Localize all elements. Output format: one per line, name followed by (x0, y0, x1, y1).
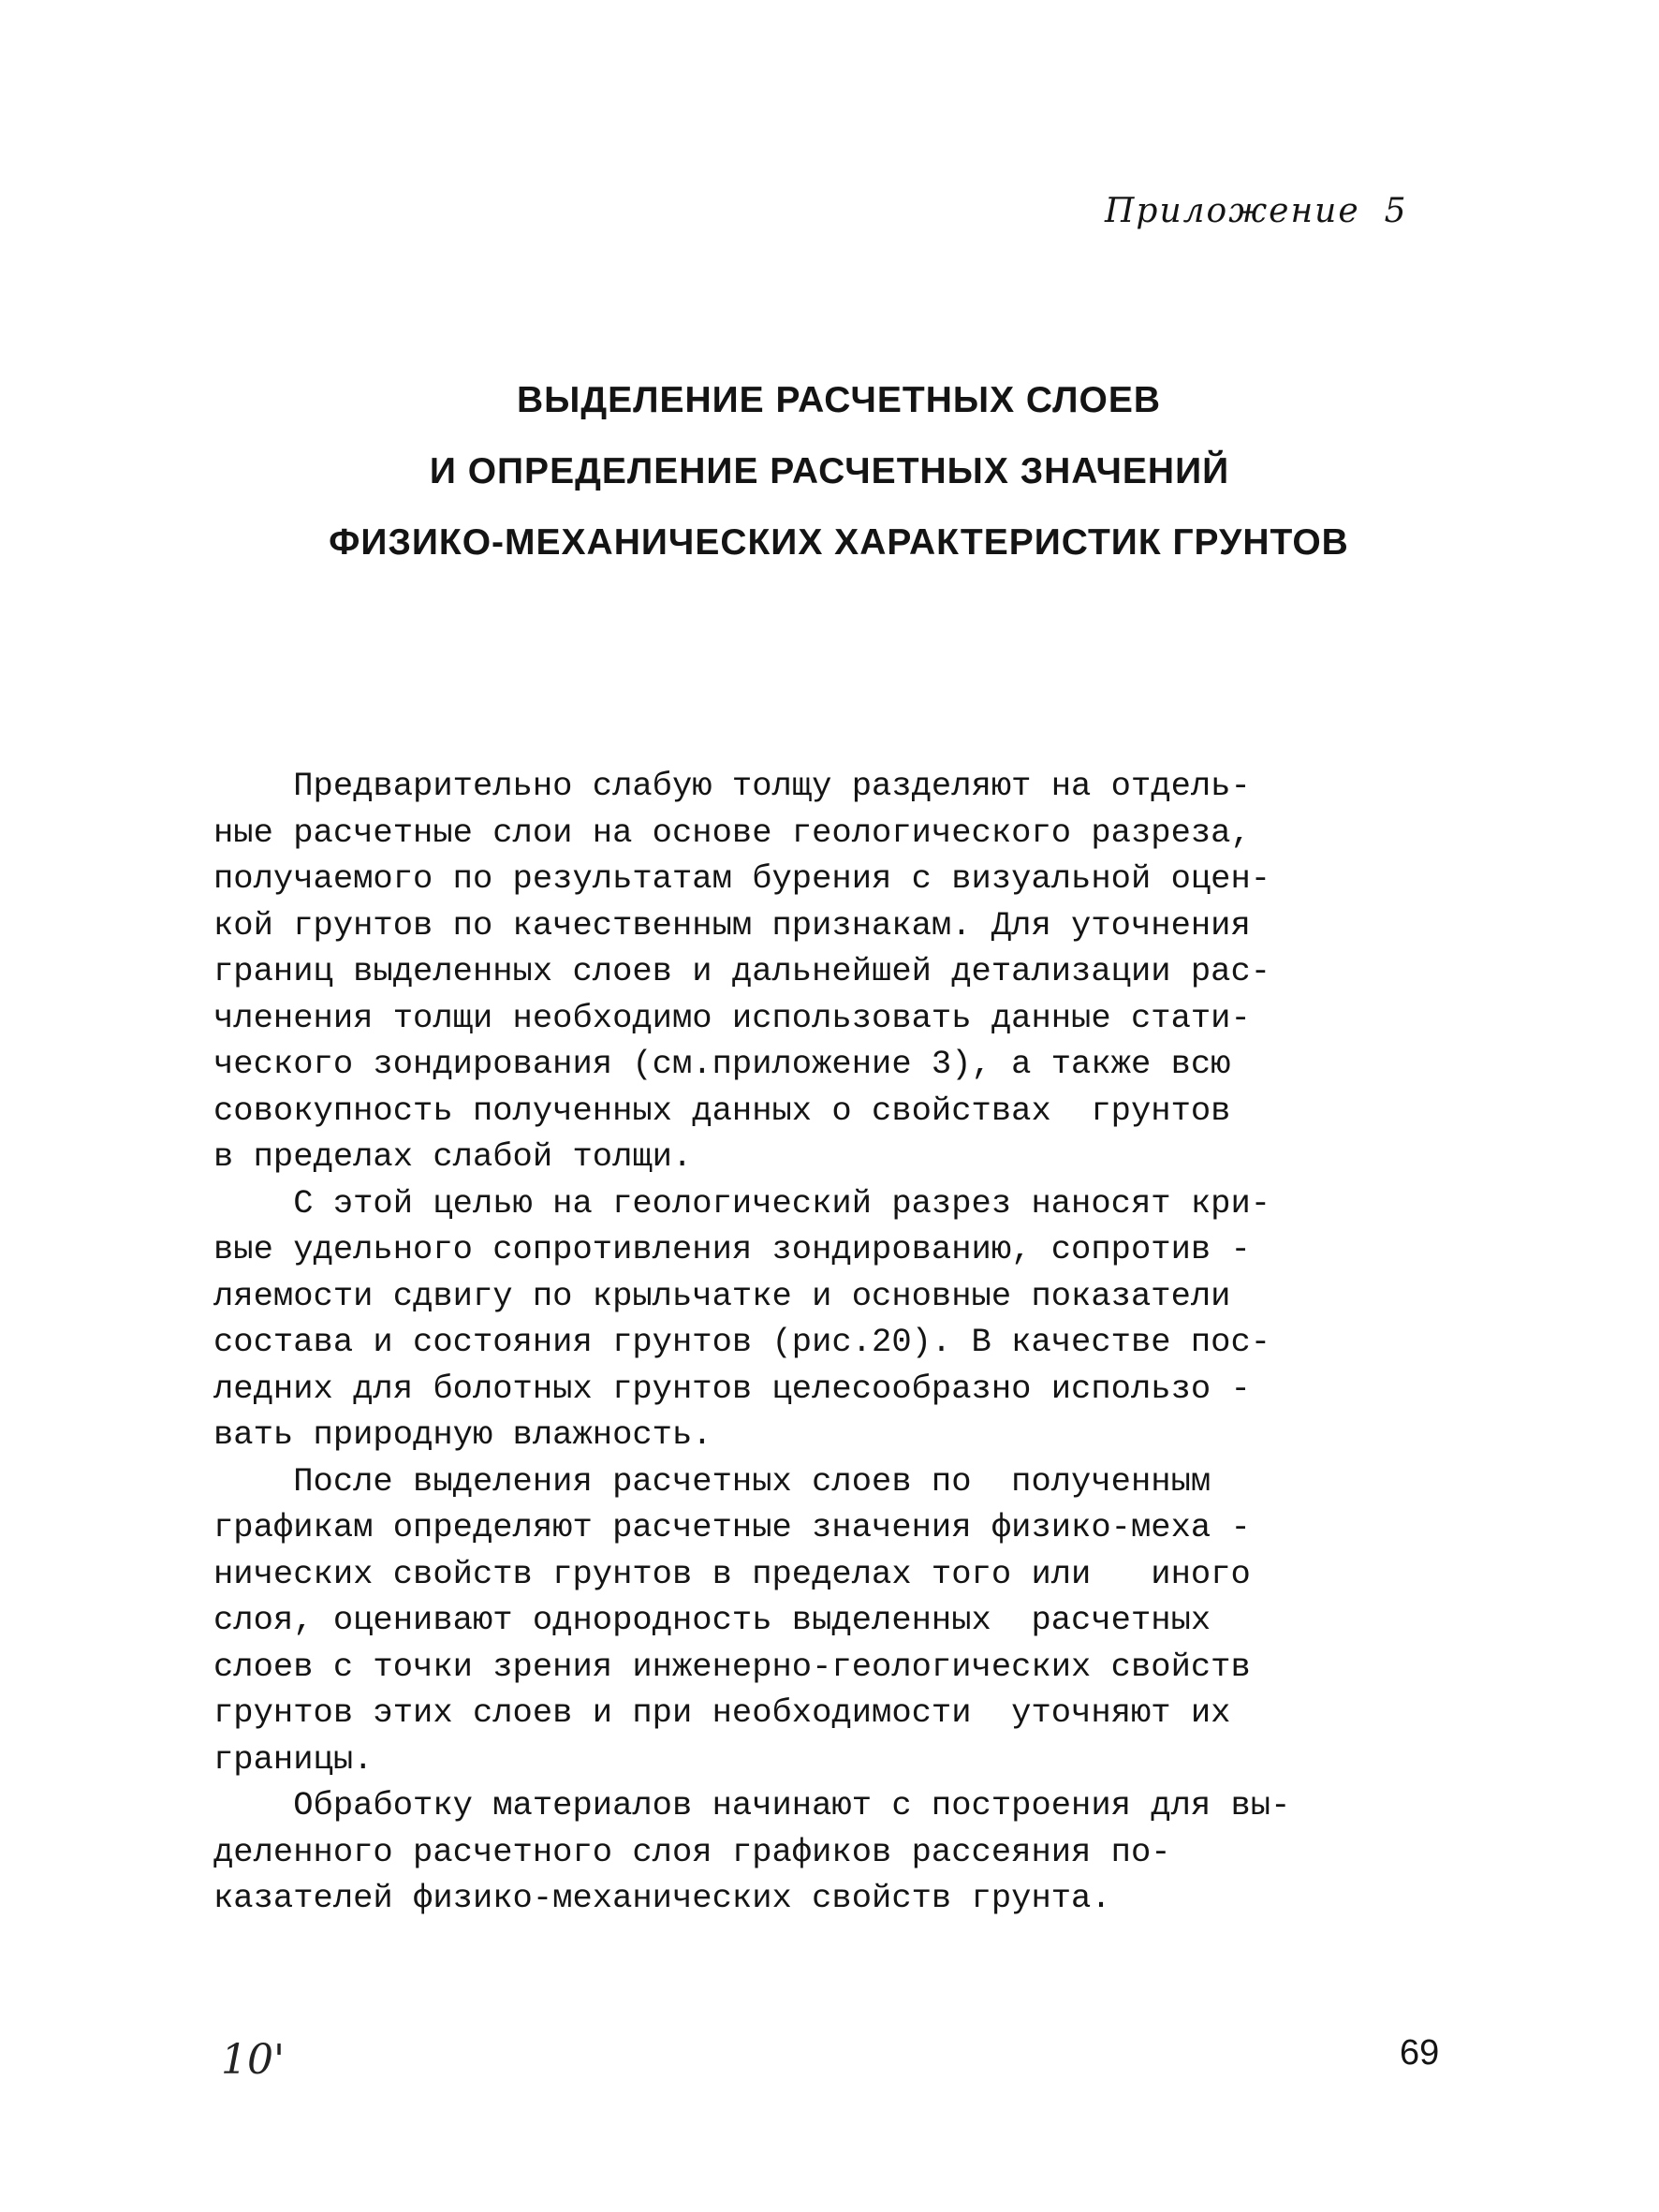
text-line: графикам определяют расчетные значения физико-меха - (213, 1508, 1251, 1546)
body-text (213, 763, 1431, 1922)
title-line-3: ФИЗИКО-МЕХАНИЧЕСКИХ ХАРАКТЕРИСТИК ГРУНТОВ (329, 522, 1349, 563)
text-line: членения толщи необходимо использовать данные стати- (213, 998, 1251, 1037)
text-line: нических свойств грунтов в пределах того или иного (213, 1554, 1251, 1593)
text-line: в пределах слабой толщи. (213, 1137, 693, 1176)
text-line: казателей физико-механических свойств грунта. (213, 1879, 1111, 1917)
text-line: слоев с точки зрения инженерно-геологических свойств (213, 1647, 1251, 1686)
paragraph-3 (213, 1458, 1431, 1783)
text-line: вые удельного сопротивления зондированию, сопротив - (213, 1230, 1251, 1268)
text-line: кой грунтов по качественным признакам. Для уточнения (213, 905, 1251, 945)
text-line: слоя, оценивают однородность выделенных расчетных (213, 1601, 1211, 1639)
title-line-1: ВЫДЕЛЕНИЕ РАСЧЕТНЫХ СЛОЕВ (516, 380, 1162, 420)
text-line: деленного расчетного слоя графиков рассеяния по- (213, 1832, 1171, 1871)
appendix-number: 5 (1384, 192, 1408, 230)
text-line: вать природную влажность. (213, 1415, 712, 1454)
title-line-2: И ОПРЕДЕЛЕНИЕ РАСЧЕТНЫХ ЗНАЧЕНИЙ (429, 451, 1230, 491)
paragraph-1 (213, 763, 1431, 1180)
text-line: Предварительно слабую толщу разделяют на отдель- (213, 767, 1251, 805)
text-line: ческого зондирования (см.приложение 3), а также всю (213, 1045, 1231, 1083)
appendix-label: Приложение (1105, 192, 1360, 230)
text-line: Обработку материалов начинают с построения для вы- (213, 1786, 1291, 1824)
signature-mark: 10' (221, 2036, 286, 2084)
paragraph-2 (213, 1180, 1431, 1458)
text-line: С этой целью на геологический разрез наносят кри- (213, 1183, 1271, 1223)
paragraph-4 (213, 1782, 1431, 1922)
text-line: состава и состояния грунтов (рис.20). В качестве пос- (213, 1323, 1271, 1361)
text-line: получаемого по результатам бурения с визуальной оцен- (213, 859, 1271, 898)
text-line: ные расчетные слои на основе геологического разреза, (213, 813, 1251, 852)
text-line: грунтов этих слоев и при необходимости уточняют их (213, 1693, 1231, 1732)
text-line: После выделения расчетных слоев по полученным (213, 1461, 1211, 1501)
text-line: ледних для болотных грунтов целесообразно использо - (213, 1369, 1251, 1408)
text-line: границ выделенных слоев и дальнейшей детализации рас- (213, 952, 1271, 990)
page-number: 69 (1400, 2033, 1440, 2073)
appendix-heading (1105, 192, 1408, 230)
text-line: ляемости сдвигу по крыльчатке и основные показатели (213, 1276, 1231, 1315)
text-line: границы. (213, 1739, 374, 1779)
text-line: совокупность полученных данных о свойствах грунтов (213, 1091, 1231, 1130)
document-title (0, 365, 1659, 579)
